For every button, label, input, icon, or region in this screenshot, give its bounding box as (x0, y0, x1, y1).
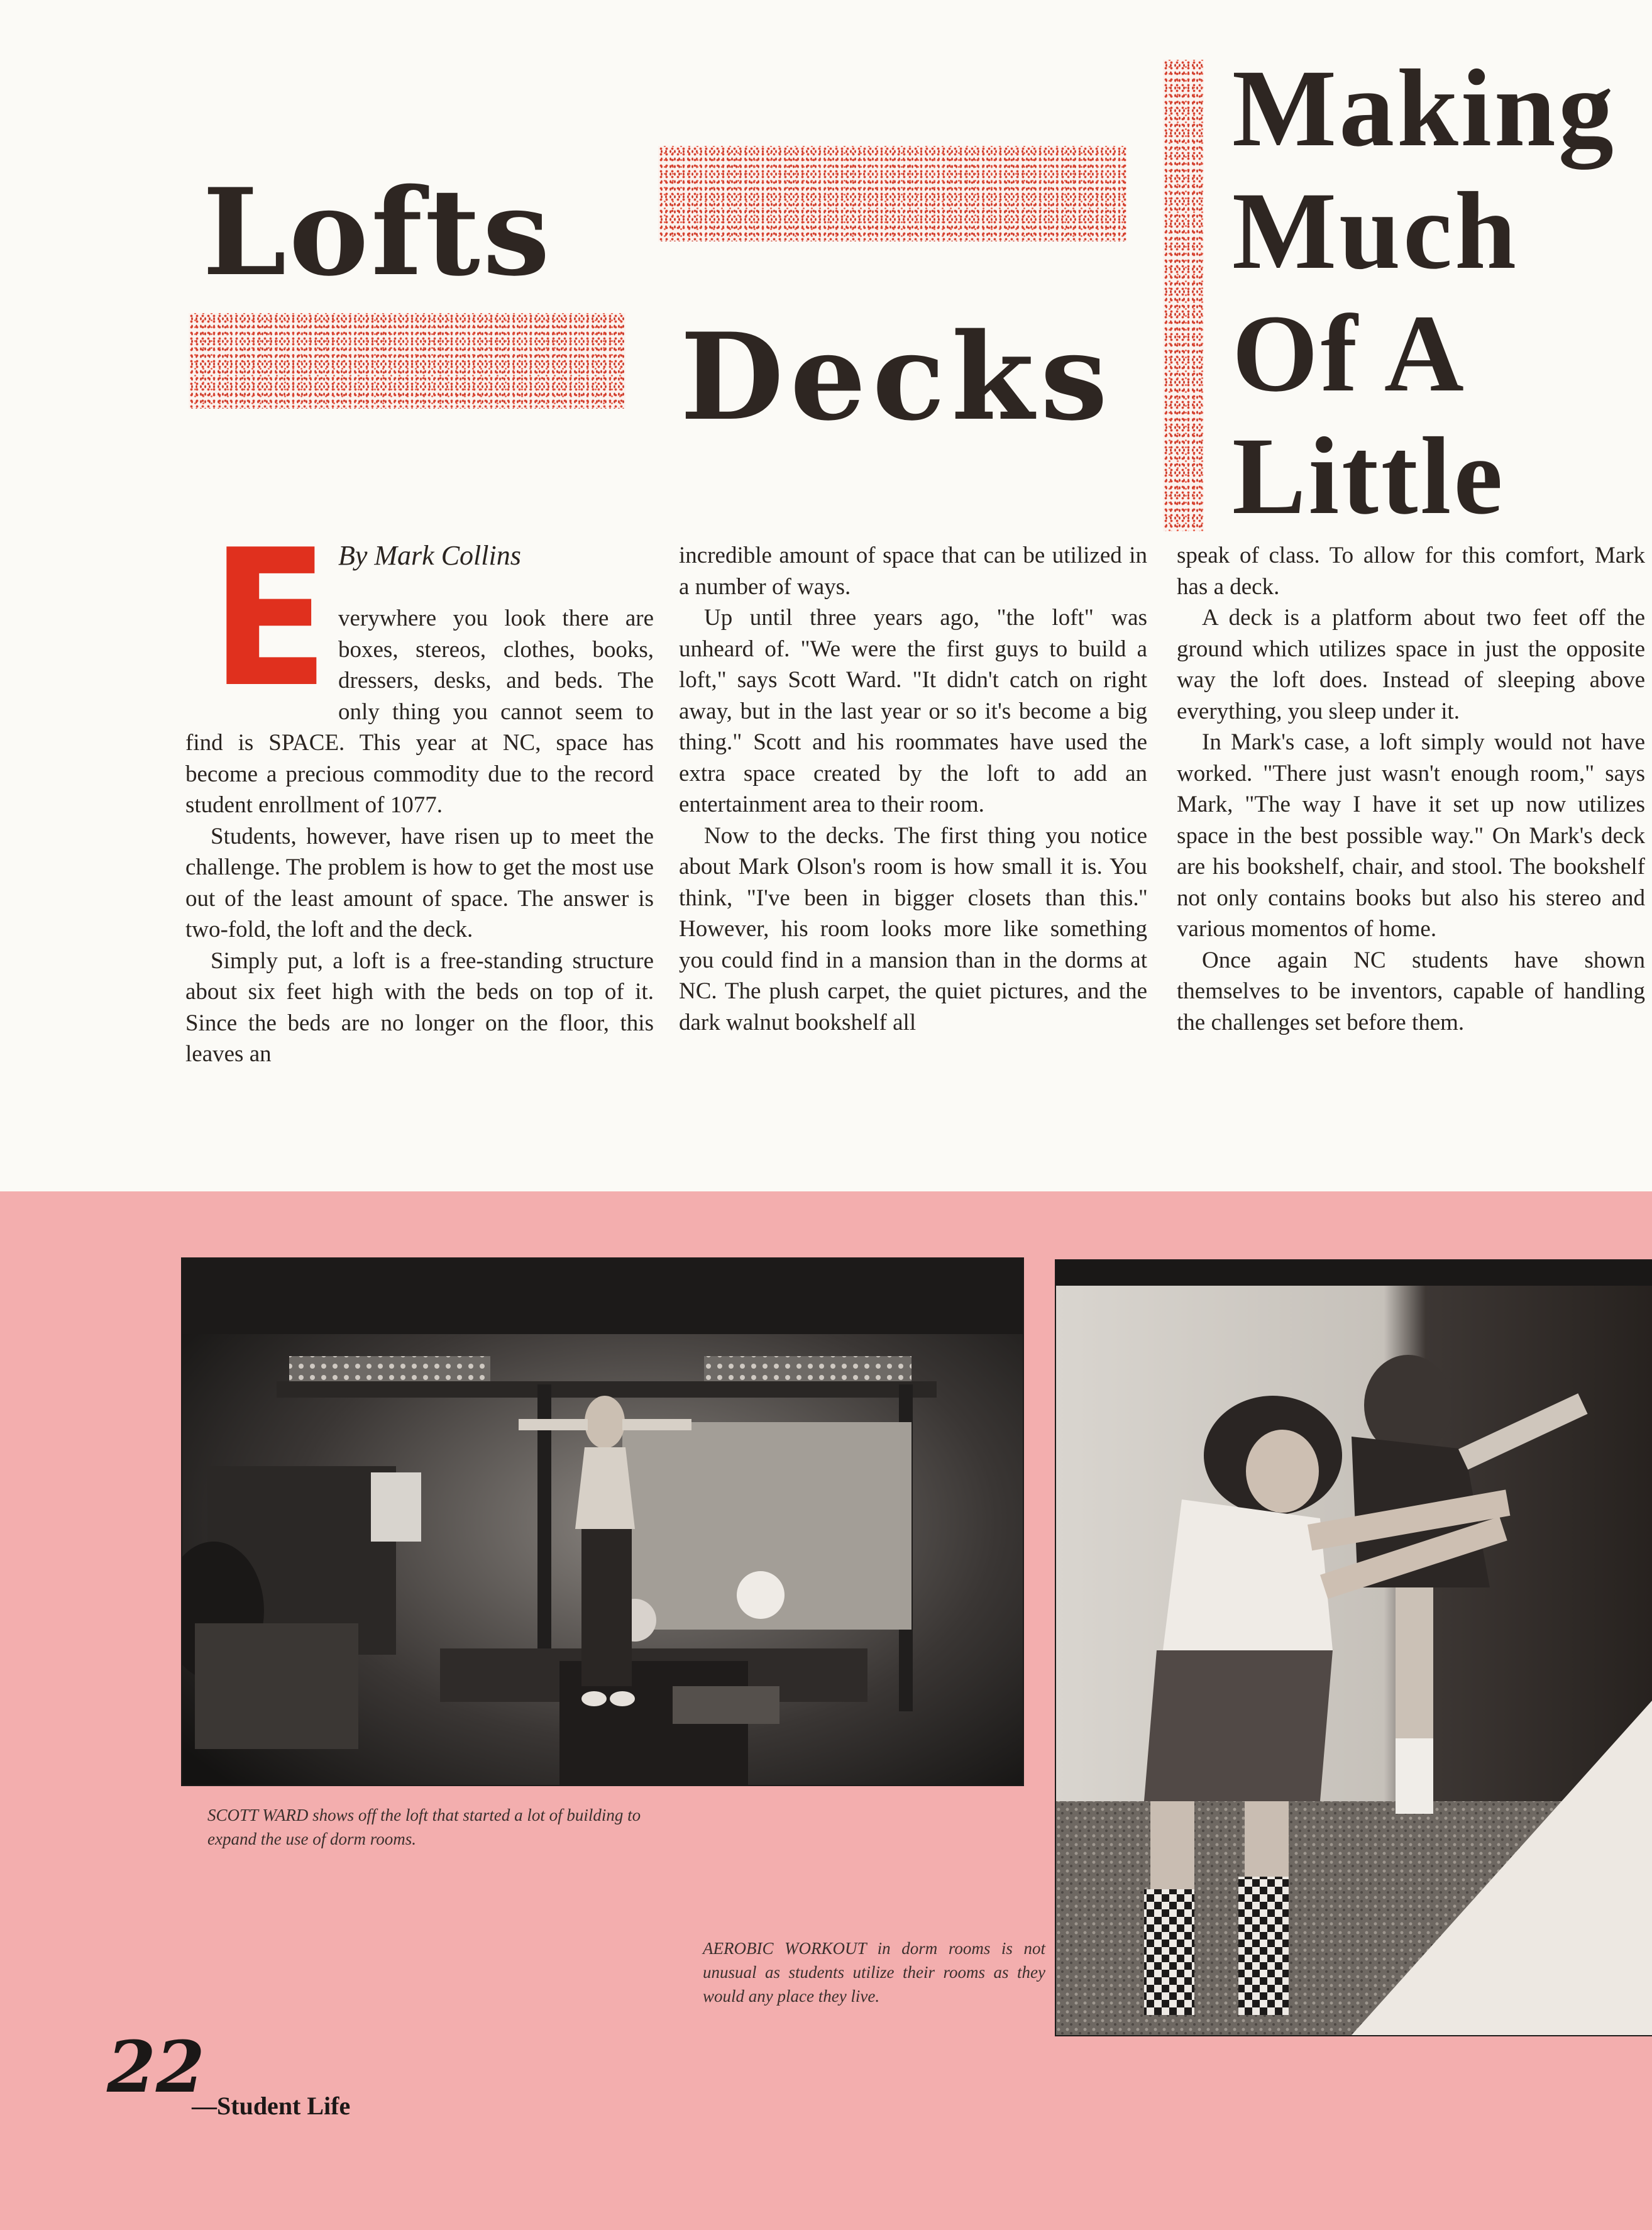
headline-lofts: Lofts (202, 162, 553, 302)
texture-block-left (189, 313, 625, 409)
photo-loft (182, 1259, 1023, 1785)
headline-line-3: Of A (1232, 292, 1467, 415)
photo-aerobics-image (1056, 1261, 1652, 2035)
paragraph-9: In Mark's case, a loft simply would not have worked. "There just wasn't enough room," says Mark, "The way I have it set up now utilizes space in the best possible way." On Mark's deck are his bookshelf, chair, and stool. The bookshelf not only contains books but also his stereo and various momentos of home. (1177, 729, 1645, 942)
page-number: 22 (107, 2026, 205, 2109)
paragraph-4: incredible amount of space that can be utilized in a number of ways. (679, 543, 1147, 600)
photo-aerobics (1056, 1261, 1652, 2035)
paragraph-10: Once again NC students have shown themselves to be inventors, capable of handling the challenges set before them. (1177, 947, 1645, 1035)
section-label: —Student Life (192, 2092, 351, 2120)
photo-loft-image (182, 1259, 1023, 1785)
paragraph-2: Students, however, have risen up to meet the challenge. The problem is how to get the most use out of the least amount of space. The answer is two-fold, the loft and the deck. (185, 823, 654, 942)
headline-line-4: Little (1232, 415, 1506, 538)
caption-photo-loft: SCOTT WARD shows off the loft that started a lot of building to expand the use of dorm rooms. (207, 1806, 641, 1848)
paragraph-7: speak of class. To allow for this comfort, Mark has a deck. (1177, 543, 1645, 600)
byline: By Mark Collins (338, 540, 521, 571)
paragraph-8: A deck is a platform about two feet off the ground which utilizes space in just the opposite way the loft does. Instead of sleeping above everything, you sleep under it. (1177, 605, 1645, 724)
drop-cap: E (211, 509, 329, 729)
paragraph-1: verywhere you look there are boxes, stereos, clothes, books, dressers, desks, and beds. The only thing you cannot seem to find is SPACE. This year at NC, space has become a precious commodity due to the record student enrollment of 1077. (185, 605, 654, 818)
paragraph-5: Up until three years ago, "the loft" was unheard of. "We were the first guys to build a loft," says Scott Ward. "It didn't catch on right away, but in the last year or so it's become a big thing." Scott and his roommates have used the extra space created by the loft to add an entertainment area to their room. (679, 605, 1147, 817)
texture-block-top (658, 146, 1126, 241)
texture-bar-vertical (1163, 60, 1204, 531)
article-column-3 (1177, 540, 1645, 1038)
paragraph-6: Now to the decks. The first thing you notice about Mark Olson's room is how small it is. You think, "I've been in bigger closets than this.'' However, his room looks more like something you could find in a mansion than in the dorms at NC. The plush carpet, the quiet pictures, and the dark walnut bookshelf all (679, 822, 1147, 1035)
headline-decks: Decks (680, 307, 1114, 447)
caption-photo-aerobics: AEROBIC WORKOUT in dorm rooms is not unusual as students utilize their rooms as they would any place they live. (703, 1939, 1045, 2006)
headline-line-1: Making (1232, 47, 1616, 170)
paragraph-3: Simply put, a loft is a free-standing structure about six feet high with the beds on top of it. Since the beds are no longer on the floor, this leaves an (185, 947, 654, 1067)
article-column-1 (185, 603, 654, 1070)
headline-line-2: Much (1232, 170, 1519, 292)
article-column-2 (679, 540, 1147, 1038)
